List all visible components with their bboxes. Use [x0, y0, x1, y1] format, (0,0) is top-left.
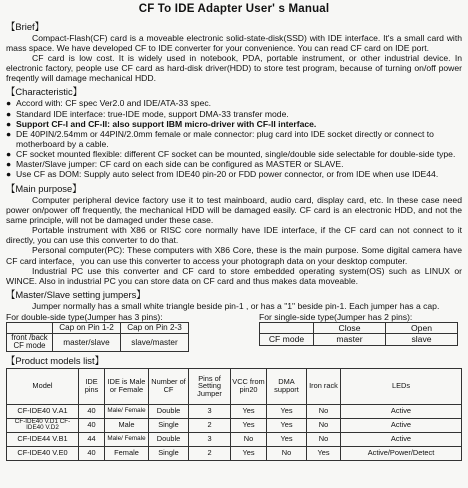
table-cell: Yes: [267, 432, 307, 446]
table-row: [7, 418, 462, 432]
table-cell: 3: [189, 432, 231, 446]
list-item: [6, 109, 462, 119]
table-cell: slave/master: [121, 334, 189, 351]
list-item: [6, 119, 462, 129]
column-header: VCC from pin20: [231, 368, 267, 404]
table-cell: Active: [341, 418, 462, 432]
table-cell: Male/ Female: [105, 404, 149, 418]
column-header: Pins of Setting Jumper: [189, 368, 231, 404]
purpose-paragraph-2: Portable instrument with X86 or RISC core normally have IDE interface, if the CF card can not connect to it directly, you can use this converter to do that.: [6, 225, 462, 246]
table-cell: CF mode: [260, 334, 314, 345]
table-row: [7, 334, 189, 351]
bullet-icon: ●: [6, 128, 12, 139]
characteristic-text: Use CF as DOM: Supply auto select from IDE40 pin-20 or FDD power connector, or from IDE when use IDE44.: [16, 169, 439, 180]
characteristic-text: Support CF-I and CF-II: also support IBM micro-driver with CF-II interface.: [16, 118, 317, 129]
bullet-icon: ●: [6, 169, 12, 180]
jumpers-heading: 【Master/Slave setting jumpers】: [6, 288, 146, 300]
table-cell: Cap on Pin 1-2: [53, 323, 121, 334]
table-cell: Yes: [231, 418, 267, 432]
table-cell: Male/ Female: [105, 432, 149, 446]
table-cell: Yes: [307, 446, 341, 460]
table-cell: Active/Power/Detect: [341, 446, 462, 460]
column-header: Model: [7, 368, 79, 404]
column-header: Iron rack: [307, 368, 341, 404]
single-side-table: [259, 322, 458, 345]
bullet-icon: ●: [6, 149, 12, 160]
brief-heading: 【Brief】: [6, 20, 45, 32]
table-row: [7, 432, 462, 446]
table-cell: Active: [341, 432, 462, 446]
table-cell: [7, 323, 53, 334]
table-cell: 2: [189, 418, 231, 432]
characteristic-text: Master/Slave jumper: CF card on each side can be configured as MASTER or SLAVE.: [16, 159, 344, 170]
table-cell: Yes: [231, 404, 267, 418]
table-cell: slave: [386, 334, 458, 345]
brief-paragraph-2: CF card is low cost. It is widely used in notebook, PDA, portable instrument, or other industrial device. In electronic factory, people use CF card as hard-disk driver(HDD) to store test program, because of turning on/off power freqently will damage mechanical HDD.: [6, 52, 462, 84]
table-cell: front /back CF mode: [7, 334, 53, 351]
single-side-label: For single-side type(Jumper has 2 pins):: [259, 312, 413, 323]
column-header: DMA support: [267, 368, 307, 404]
column-header: LEDs: [341, 368, 462, 404]
brief-paragraph-1: Compact-Flash(CF) card is a moveable electronic solid-state-disk(SSD) with IDE interface. It's a small card with mass space. We have developed CF to IDE converter for your convenience. You can read CF card on IDE port.: [6, 32, 462, 53]
table-cell: Male: [105, 418, 149, 432]
table-cell: 40: [79, 418, 105, 432]
column-header: Number of CF: [149, 368, 189, 404]
table-cell: [260, 323, 314, 334]
characteristic-text: Accord with: CF spec Ver2.0 and IDE/ATA-33 spec.: [16, 98, 212, 109]
double-side-label: For double-side type(Jumper has 3 pins):: [6, 312, 163, 323]
table-cell: 40: [79, 446, 105, 460]
table-cell: No: [231, 432, 267, 446]
table-cell: CF-IDE40 V.D1 CF-IDE40 V.D2: [7, 418, 79, 432]
characteristic-text: Standard IDE interface: true-IDE mode, support DMA-33 transfer mode.: [16, 108, 289, 119]
table-row: [260, 334, 458, 345]
table-cell: master/slave: [53, 334, 121, 351]
list-item: [6, 149, 462, 159]
purpose-paragraph-1: Computer peripheral device factory use it to test mainboard, audio card, display card, etc. In these case need power on/power off frequently, the mechanical HDD will be damaged easily. CF card is an electronic HDD, and not the same principle, will not be damaged under these case.: [6, 194, 462, 225]
column-header: IDE is Male or Female: [105, 368, 149, 404]
bullet-icon: ●: [6, 98, 12, 109]
table-cell: 44: [79, 432, 105, 446]
purpose-paragraph-4: Industrial PC use this converter and CF card to store embedded operating system(OS) such as LINUX or WINCE. Also in industrial PC you can store data on CF card and thus makes data moveable.: [6, 265, 462, 286]
table-cell: Active: [341, 404, 462, 418]
characteristic-text: CF socket mounted flexible: different CF socket can be mounted, single/double side selectable for double-side type.: [16, 149, 456, 160]
table-cell: 2: [189, 446, 231, 460]
jumpers-intro: Jumper normally has a small white triangle beside pin-1 , or has a "1" beside pin-1. Each jumper has a cap.: [32, 301, 440, 312]
table-row: [7, 323, 189, 334]
list-item: [6, 129, 462, 149]
table-cell: No: [307, 418, 341, 432]
table-row: [7, 446, 462, 460]
table-header-row: [7, 368, 462, 404]
table-cell: No: [267, 446, 307, 460]
purpose-heading: 【Main purpose】: [6, 182, 82, 194]
page-title: CF To IDE Adapter User' s Manual: [138, 3, 330, 15]
models-table: [6, 368, 462, 461]
list-item: [6, 169, 462, 179]
table-cell: Female: [105, 446, 149, 460]
characteristic-text: DE 40PIN/2.54mm or 44PIN/2.0mm female or male connector: plug card into IDE socket directly or connect to motherboard by a cable.: [16, 128, 434, 150]
table-cell: CF-IDE40 V.E0: [7, 446, 79, 460]
table-cell: CF-IDE44 V.B1: [7, 432, 79, 446]
table-cell: Yes: [231, 446, 267, 460]
table-cell: Double: [149, 432, 189, 446]
table-row: [260, 323, 458, 334]
double-side-block: [6, 312, 189, 351]
bullet-icon: ●: [6, 108, 12, 119]
bullet-icon: ●: [6, 159, 12, 170]
jumper-tables: [6, 312, 462, 351]
table-cell: Yes: [267, 418, 307, 432]
bullet-icon: ●: [6, 118, 12, 129]
column-header: IDE pins: [79, 368, 105, 404]
table-cell: Single: [149, 418, 189, 432]
table-cell: Double: [149, 404, 189, 418]
single-side-block: [259, 312, 458, 345]
table-cell: 3: [189, 404, 231, 418]
table-cell: Cap on Pin 2-3: [121, 323, 189, 334]
table-cell: Single: [149, 446, 189, 460]
table-cell: master: [314, 334, 386, 345]
table-cell: 40: [79, 404, 105, 418]
table-cell: Yes: [267, 404, 307, 418]
characteristic-heading: 【Characteristic】: [6, 86, 83, 98]
table-cell: No: [307, 432, 341, 446]
models-heading: 【Product models list】: [6, 354, 104, 366]
table-cell: No: [307, 404, 341, 418]
table-cell: Open: [386, 323, 458, 334]
table-row: [7, 404, 462, 418]
purpose-paragraph-3: Personal computer(PC): These computers with X86 Core, these is the main purpose. Some digital camera have CF card interface，you can use this converter to access your photograph data on your desktop computer.: [6, 245, 462, 266]
list-item: [6, 159, 462, 169]
double-side-table: [6, 322, 189, 351]
characteristic-list: [6, 98, 462, 179]
table-cell: Close: [314, 323, 386, 334]
table-cell: CF-IDE40 V.A1: [7, 404, 79, 418]
list-item: [6, 98, 462, 108]
